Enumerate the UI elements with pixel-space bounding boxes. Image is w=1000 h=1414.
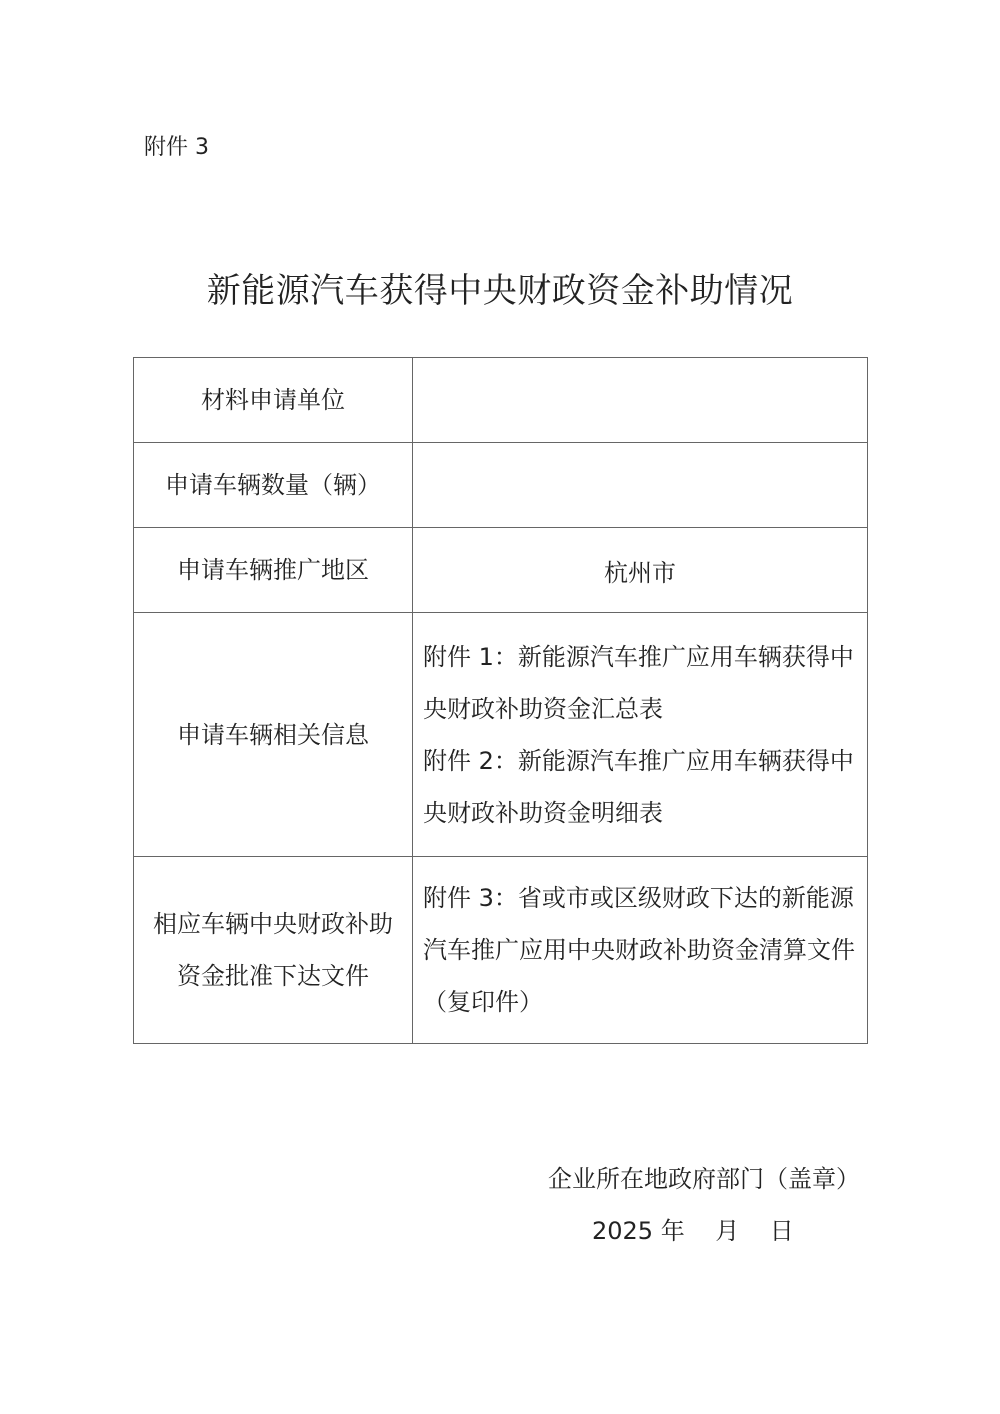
table-row xyxy=(134,528,868,613)
value-promotion-region: 杭州市 xyxy=(413,528,868,613)
value-vehicle-count xyxy=(413,443,868,528)
label-promotion-region: 申请车辆推广地区 xyxy=(134,528,413,613)
label-vehicle-count: 申请车辆数量（辆） xyxy=(134,443,413,528)
value-applicant-unit xyxy=(413,358,868,443)
attachment-label: 附件 3 xyxy=(144,135,209,160)
table-row xyxy=(134,443,868,528)
label-vehicle-info: 申请车辆相关信息 xyxy=(134,613,413,857)
table-row xyxy=(134,358,868,443)
signature-date: 2025 年 月 日 xyxy=(592,1217,794,1245)
label-approval-document: 相应车辆中央财政补助资金批准下达文件 xyxy=(134,857,413,1044)
attachment-3-line: 附件 3：省或市或区级财政下达的新能源汽车推广应用中央财政补助资金清算文件（复印件） xyxy=(423,884,855,1016)
value-vehicle-info xyxy=(413,613,868,857)
attachment-1-line: 附件 1：新能源汽车推广应用车辆获得中央财政补助资金汇总表 xyxy=(423,642,854,723)
signature-org: 企业所在地政府部门（盖章） xyxy=(548,1165,860,1193)
label-applicant-unit: 材料申请单位 xyxy=(134,358,413,443)
table-row xyxy=(134,857,868,1044)
document-title: 新能源汽车获得中央财政资金补助情况 xyxy=(206,271,794,311)
attachment-2-line: 附件 2：新能源汽车推广应用车辆获得中央财政补助资金明细表 xyxy=(423,746,854,827)
value-approval-document xyxy=(413,857,868,1044)
subsidy-info-table xyxy=(133,357,868,1044)
table-row xyxy=(134,613,868,857)
